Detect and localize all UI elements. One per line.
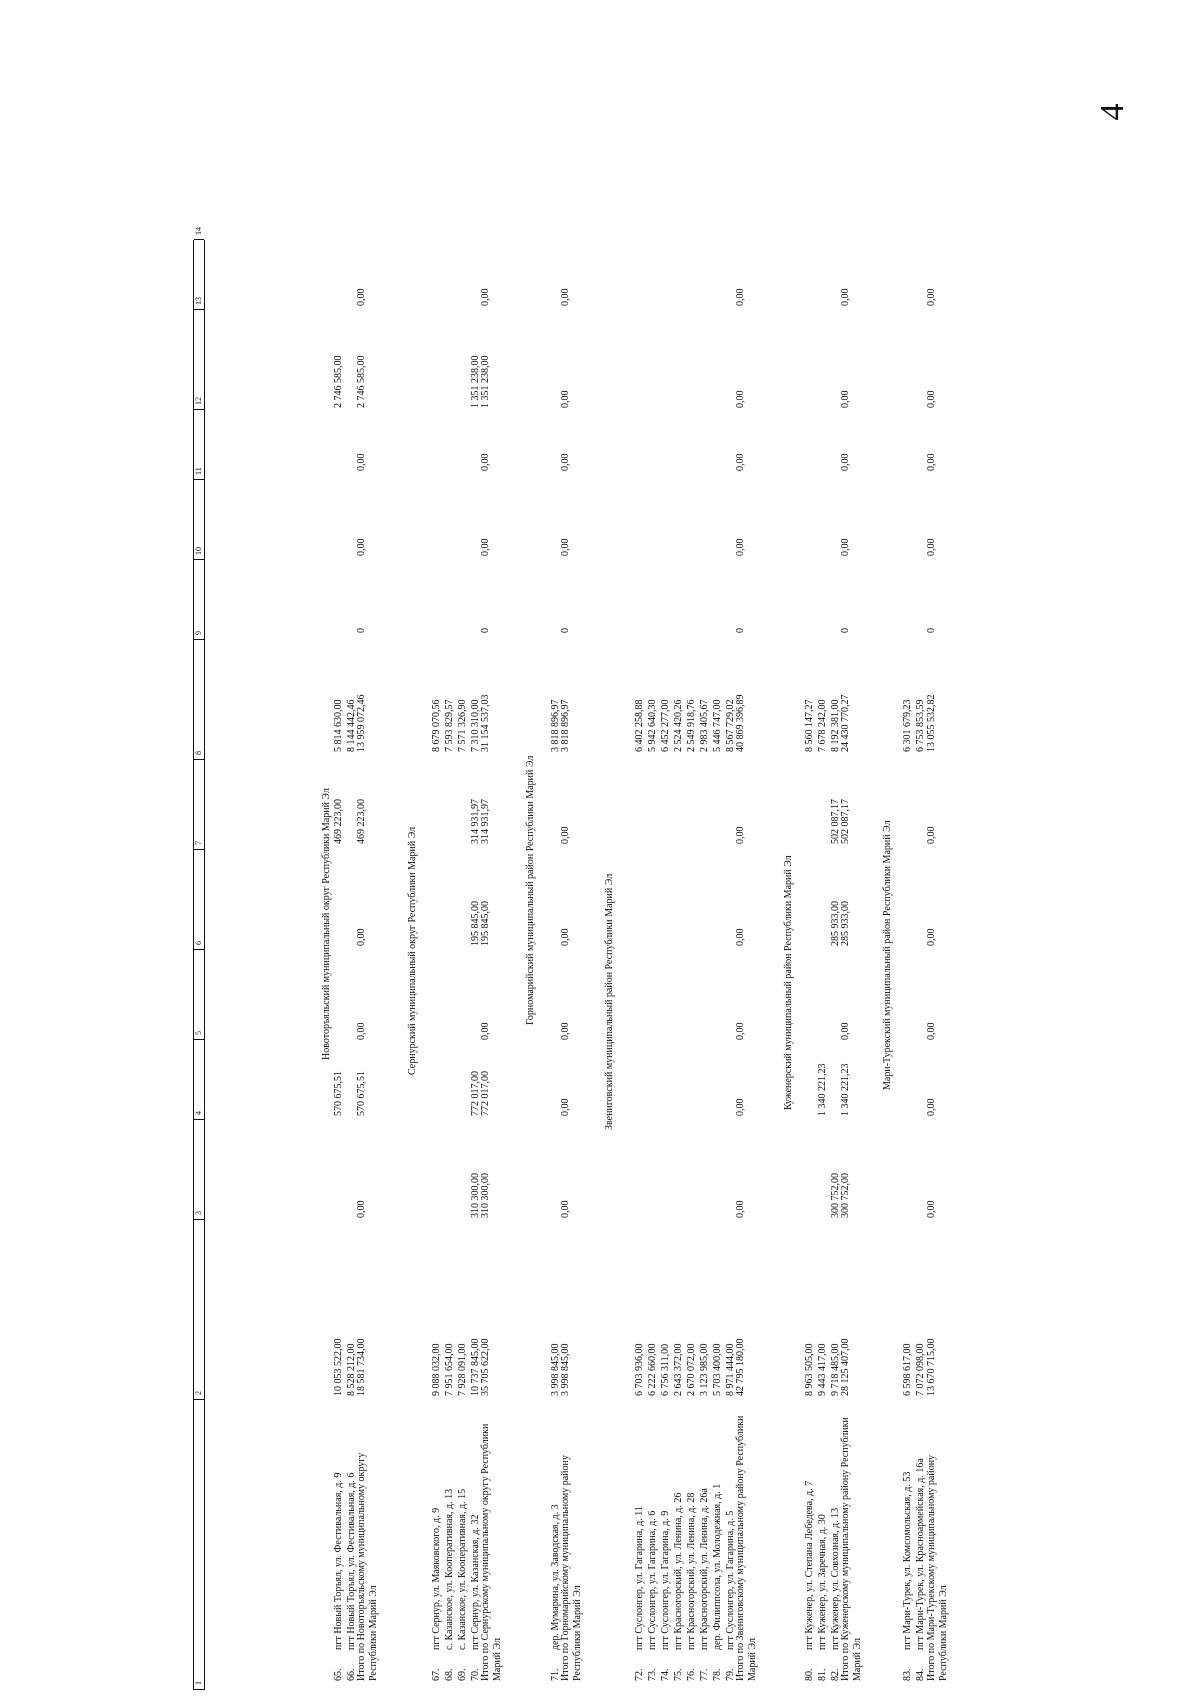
section-title: Звениговский муниципальный район Республики Марий Эл (604, 873, 615, 1130)
cell-c5: 772 017,00 (470, 1071, 481, 1116)
column-header: 3 (194, 1120, 204, 1220)
total-c5: 0,00 (926, 1098, 937, 1116)
cell-c9: 5 814 630,00 (333, 699, 344, 752)
section-title: Новоторъяльский муниципальный округ Республики Марий Эл (321, 788, 332, 1060)
total-c10: 0 (560, 628, 571, 633)
total-c9: 40 869 396,89 (735, 694, 746, 752)
cell-c4: 310 300,00 (470, 1173, 481, 1218)
cell-c3: 2 670 072,00 (686, 1343, 697, 1396)
column-header: 12 (194, 310, 204, 410)
column-header: 14 (194, 235, 204, 240)
total-c7: 0,00 (560, 928, 571, 946)
total-c10: 0 (356, 628, 367, 633)
cell-c9: 3 818 896,97 (550, 699, 561, 752)
total-label: Итого по Горномарийскому муниципальному району Республики Марий Эл (560, 1455, 583, 1681)
section-title: Горномарийский муниципальный район Республики Марий Эл (525, 755, 536, 1025)
total-c4: 310 300,00 (480, 1173, 491, 1218)
total-c10: 0 (926, 628, 937, 633)
total-c4: 0,00 (560, 1200, 571, 1218)
total-c12: 0,00 (926, 453, 937, 471)
total-c12: 0,00 (840, 453, 851, 471)
column-header: 2 (194, 1220, 204, 1400)
cell-c9: 8 679 070,56 (431, 699, 442, 752)
column-header: 7 (194, 760, 204, 850)
column-header: 1 (194, 1400, 204, 1690)
cell-c9: 6 301 679,23 (902, 699, 913, 752)
total-c10: 0 (840, 628, 851, 633)
cell-c3: 7 951 654,00 (444, 1343, 455, 1396)
row-address: пгт Новый Торъял, ул. Фестивальная, д. 9 (333, 1472, 344, 1650)
cell-c3: 8 963 505,00 (804, 1343, 815, 1396)
total-c9: 3 818 896,97 (560, 699, 571, 752)
cell-c5: 570 675,51 (333, 1071, 344, 1116)
cell-c9: 8 560 147,27 (804, 699, 815, 752)
total-c12: 0,00 (560, 453, 571, 471)
cell-c9: 5 446 747,00 (712, 699, 723, 752)
row-address: дер. Мумарина, ул. Заводская, д. 3 (550, 1504, 561, 1650)
cell-c3: 9 088 032,00 (431, 1343, 442, 1396)
total-c13: 0,00 (840, 390, 851, 408)
total-c10: 0 (735, 628, 746, 633)
total-c14: 0,00 (735, 288, 746, 306)
cell-c9: 7 678 242,00 (817, 699, 828, 752)
total-c11: 0,00 (735, 538, 746, 556)
total-c5: 0,00 (735, 1098, 746, 1116)
cell-c9: 7 571 326,90 (457, 699, 468, 752)
cell-c3: 2 643 372,00 (673, 1343, 684, 1396)
total-c4: 0,00 (356, 1200, 367, 1218)
cell-c3: 9 718 485,00 (830, 1343, 841, 1396)
row-number: 67. (431, 1668, 442, 1681)
cell-c9: 7 310 310,00 (470, 699, 481, 752)
row-address: пгт Куженер, ул. Совхозная, д. 13 (830, 1507, 841, 1650)
cell-c9: 8 144 442,46 (346, 699, 357, 752)
total-c3: 42 795 180,00 (735, 1338, 746, 1396)
total-c7: 195 845,00 (480, 901, 491, 946)
total-c9: 13 959 072,46 (356, 694, 367, 752)
row-number: 78. (712, 1668, 723, 1681)
total-c13: 2 746 585,00 (356, 355, 367, 408)
total-c8: 0,00 (735, 826, 746, 844)
row-number: 80. (804, 1668, 815, 1681)
total-label: Итого по Звениговскому муниципальному району Республики Марий Эл (735, 1415, 758, 1681)
row-address: дер. Филиппсола, ул. Молодежная, д. 1 (712, 1483, 723, 1650)
cell-c3: 3 123 985,00 (699, 1343, 710, 1396)
total-c13: 1 351 238,00 (480, 355, 491, 408)
row-address: пгт Красногорский, ул. Ленина, д. 26а (699, 1488, 710, 1650)
row-number: 81. (817, 1668, 828, 1681)
cell-c9: 6 452 277,00 (660, 699, 671, 752)
column-header: 6 (194, 850, 204, 950)
row-address: с. Казанское, ул. Кооперативная, д. 13 (444, 1488, 455, 1650)
cell-c5: 1 340 221,23 (817, 1063, 828, 1116)
cell-c3: 6 703 936,00 (634, 1343, 645, 1396)
section-title: Мари-Турекский муниципальный район Республики Марий Эл (882, 820, 893, 1090)
total-c3: 35 705 622,00 (480, 1338, 491, 1396)
total-c6: 0,00 (840, 1022, 851, 1040)
cell-c3: 5 703 400,00 (712, 1343, 723, 1396)
total-c7: 0,00 (735, 928, 746, 946)
total-c9: 24 430 770,27 (840, 694, 851, 752)
cell-c9: 2 983 405,67 (699, 699, 710, 752)
total-label: Итого по Новоторъяльскому муниципальному округу Республики Марий Эл (356, 1452, 379, 1681)
row-address: с. Казанское, ул. Кооперативная, д. 15 (457, 1488, 468, 1650)
total-c3: 18 581 734,00 (356, 1338, 367, 1396)
cell-c9: 8 192 381,00 (830, 699, 841, 752)
total-c8: 0,00 (560, 826, 571, 844)
row-number: 84. (915, 1668, 926, 1681)
cell-c13: 1 351 238,00 (470, 355, 481, 408)
row-number: 74. (660, 1668, 671, 1681)
row-address: пгт Красногорский, ул. Ленина, д. 26 (673, 1492, 684, 1650)
total-c8: 502 087,17 (840, 799, 851, 844)
row-address: пгт Новый Торъял, ул. Фестивальная, д. 6 (346, 1472, 357, 1650)
total-c4: 0,00 (926, 1200, 937, 1218)
total-c3: 13 670 715,00 (926, 1338, 937, 1396)
total-c5: 570 675,51 (356, 1071, 367, 1116)
cell-c8: 502 087,17 (830, 799, 841, 844)
row-number: 76. (686, 1668, 697, 1681)
page-number: 4 (1094, 103, 1131, 121)
total-c11: 0,00 (840, 538, 851, 556)
cell-c7: 285 933,00 (830, 901, 841, 946)
total-c10: 0 (480, 628, 491, 633)
total-c11: 0,00 (356, 538, 367, 556)
total-c6: 0,00 (560, 1022, 571, 1040)
section-title: Сернурский муниципальный округ Республики Марий Эл (407, 826, 418, 1075)
row-address: пгт Мари-Турек, ул. Комсомольская, д. 53 (902, 1471, 913, 1650)
total-c5: 1 340 221,23 (840, 1063, 851, 1116)
row-address: пгт Куженер, ул. Заречная, д. 30 (817, 1514, 828, 1650)
total-c3: 28 125 407,00 (840, 1338, 851, 1396)
total-c7: 0,00 (926, 928, 937, 946)
cell-c9: 5 942 640,30 (647, 699, 658, 752)
cell-c9: 6 753 853,59 (915, 699, 926, 752)
total-c14: 0,00 (840, 288, 851, 306)
total-label: Итого по Мари-Турекскому муниципальному району Республики Марий Эл (926, 1454, 949, 1681)
row-number: 72. (634, 1668, 645, 1681)
row-number: 73. (647, 1668, 658, 1681)
cell-c13: 2 746 585,00 (333, 355, 344, 408)
cell-c3: 10 053 522,00 (333, 1338, 344, 1396)
total-c6: 0,00 (926, 1022, 937, 1040)
total-c14: 0,00 (560, 288, 571, 306)
row-number: 77. (699, 1668, 710, 1681)
total-label: Итого по Куженерскому муниципальному району Республики Марий Эл (840, 1417, 863, 1681)
row-number: 75. (673, 1668, 684, 1681)
total-label: Итого по Сернурскому муниципальному округу Республики Марий Эл (480, 1423, 503, 1681)
cell-c8: 469 223,00 (333, 799, 344, 844)
total-c13: 0,00 (926, 390, 937, 408)
cell-c3: 9 443 417,00 (817, 1343, 828, 1396)
column-header: 8 (194, 640, 204, 760)
column-header: 11 (194, 410, 204, 480)
total-c13: 0,00 (735, 390, 746, 408)
column-header: 9 (194, 560, 204, 640)
total-c11: 0,00 (480, 538, 491, 556)
cell-c3: 3 998 845,00 (550, 1343, 561, 1396)
cell-c8: 314 931,97 (470, 799, 481, 844)
row-address: пгт Суслонгер, ул. Гагарина, д. 5 (725, 1510, 736, 1650)
total-c13: 0,00 (560, 390, 571, 408)
total-c9: 31 154 537,03 (480, 694, 491, 752)
total-c6: 0,00 (480, 1022, 491, 1040)
cell-c9: 8 567 729,02 (725, 699, 736, 752)
row-number: 69. (457, 1668, 468, 1681)
column-header: 10 (194, 480, 204, 560)
total-c5: 772 017,00 (480, 1071, 491, 1116)
total-c12: 0,00 (356, 453, 367, 471)
cell-c9: 7 593 829,57 (444, 699, 455, 752)
row-number: 65. (333, 1668, 344, 1681)
cell-c9: 2 549 918,76 (686, 699, 697, 752)
cell-c7: 195 845,00 (470, 901, 481, 946)
total-c14: 0,00 (480, 288, 491, 306)
row-number: 79. (725, 1668, 736, 1681)
total-c14: 0,00 (356, 288, 367, 306)
total-c7: 0,00 (356, 928, 367, 946)
total-c14: 0,00 (926, 288, 937, 306)
total-c11: 0,00 (560, 538, 571, 556)
cell-c3: 6 598 617,00 (902, 1343, 913, 1396)
cell-c3: 10 737 845,00 (470, 1338, 481, 1396)
row-address: пгт Суслонгер, ул. Гагарина, д. 6 (647, 1510, 658, 1650)
row-address: пгт Мари-Турек, ул. Красноармейская, д. 16а (915, 1458, 926, 1650)
total-c4: 300 752,00 (840, 1173, 851, 1218)
total-c5: 0,00 (560, 1098, 571, 1116)
row-address: пгт Сернур, ул. Маяковского, д. 9 (431, 1507, 442, 1650)
column-header: 4 (194, 1040, 204, 1120)
total-c4: 0,00 (735, 1200, 746, 1218)
row-number: 68. (444, 1668, 455, 1681)
cell-c3: 6 756 311,00 (660, 1343, 671, 1396)
row-number: 82. (830, 1668, 841, 1681)
cell-c3: 7 928 091,00 (457, 1343, 468, 1396)
row-address: пгт Суслонгер, ул. Гагарина, д. 11 (634, 1506, 645, 1650)
cell-c3: 8 971 444,00 (725, 1343, 736, 1396)
total-c8: 0,00 (926, 826, 937, 844)
column-header: 13 (194, 240, 204, 310)
total-c8: 314 931,97 (480, 799, 491, 844)
cell-c3: 8 528 212,00 (346, 1343, 357, 1396)
total-c8: 469 223,00 (356, 799, 367, 844)
cell-c3: 7 072 098,00 (915, 1343, 926, 1396)
row-number: 70. (470, 1668, 481, 1681)
cell-c3: 6 222 660,00 (647, 1343, 658, 1396)
row-number: 83. (902, 1668, 913, 1681)
row-number: 71. (550, 1668, 561, 1681)
total-c12: 0,00 (735, 453, 746, 471)
table-header (193, 227, 205, 1690)
cell-c9: 6 402 258,88 (634, 699, 645, 752)
row-address: пгт Куженер, ул. Степана Лебедева, д. 7 (804, 1480, 815, 1650)
section-title: Куженерский муниципальный район Республики Марий Эл (783, 855, 794, 1110)
total-c3: 3 998 845,00 (560, 1343, 571, 1396)
total-c11: 0,00 (926, 538, 937, 556)
rotated-table (193, 30, 1200, 1690)
total-c6: 0,00 (735, 1022, 746, 1040)
row-address: пгт Суслонгер, ул. Гагарина, д. 9 (660, 1510, 671, 1650)
cell-c4: 300 752,00 (830, 1173, 841, 1218)
row-address: пгт Красногорский, ул. Ленина, д. 28 (686, 1492, 697, 1650)
row-address: пгт Сернур, ул. Казанская, д. 32 (470, 1514, 481, 1650)
total-c9: 13 055 532,82 (926, 694, 937, 752)
row-number: 66. (346, 1668, 357, 1681)
total-c7: 285 933,00 (840, 901, 851, 946)
cell-c9: 2 524 420,26 (673, 699, 684, 752)
column-header: 5 (194, 950, 204, 1040)
total-c6: 0,00 (356, 1022, 367, 1040)
total-c12: 0,00 (480, 453, 491, 471)
